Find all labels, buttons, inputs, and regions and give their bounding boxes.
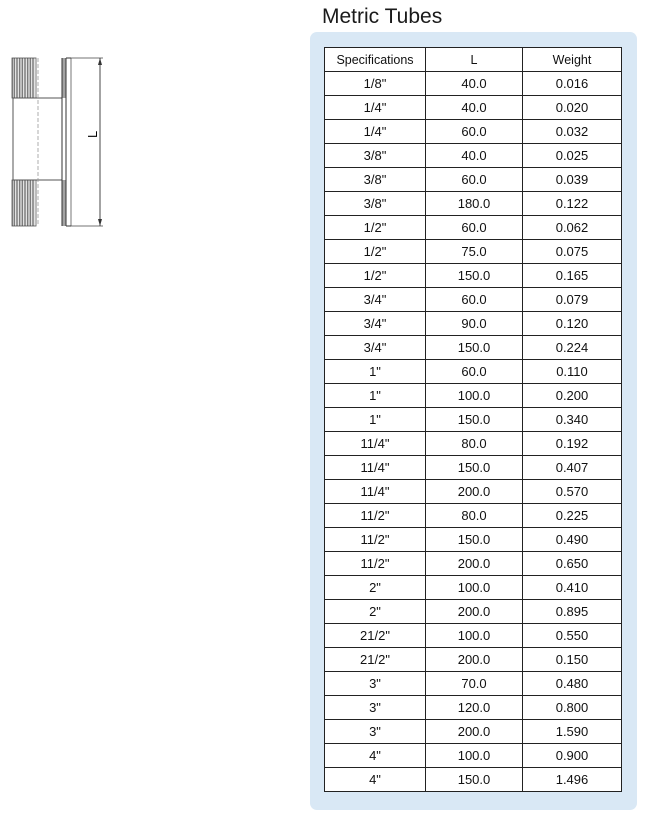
length-cell: 180.0 xyxy=(426,192,523,216)
weight-cell: 0.490 xyxy=(523,528,622,552)
spec-cell: 4" xyxy=(325,744,426,768)
table-row xyxy=(325,360,622,384)
spec-cell: 3" xyxy=(325,720,426,744)
length-cell: 200.0 xyxy=(426,648,523,672)
table-row xyxy=(325,696,622,720)
weight-cell: 0.570 xyxy=(523,480,622,504)
weight-cell: 0.120 xyxy=(523,312,622,336)
spec-cell: 11/4" xyxy=(325,456,426,480)
header-length: L xyxy=(426,48,523,72)
spec-cell: 3/8" xyxy=(325,192,426,216)
weight-cell: 0.079 xyxy=(523,288,622,312)
length-cell: 40.0 xyxy=(426,144,523,168)
table-header-row xyxy=(325,48,622,72)
lower-thread xyxy=(12,180,65,226)
length-cell: 80.0 xyxy=(426,432,523,456)
table-row xyxy=(325,312,622,336)
spec-cell: 2" xyxy=(325,576,426,600)
weight-cell: 0.480 xyxy=(523,672,622,696)
length-cell: 150.0 xyxy=(426,264,523,288)
weight-cell: 0.062 xyxy=(523,216,622,240)
spec-cell: 3/4" xyxy=(325,288,426,312)
table-row xyxy=(325,480,622,504)
length-cell: 60.0 xyxy=(426,288,523,312)
page-title: Metric Tubes xyxy=(322,5,443,28)
length-cell: 150.0 xyxy=(426,336,523,360)
table-row xyxy=(325,216,622,240)
spec-cell: 1/2" xyxy=(325,264,426,288)
spec-cell: 3/8" xyxy=(325,144,426,168)
table-row xyxy=(325,96,622,120)
table-row xyxy=(325,456,622,480)
weight-cell: 0.039 xyxy=(523,168,622,192)
weight-cell: 1.496 xyxy=(523,768,622,792)
spec-cell: 21/2" xyxy=(325,624,426,648)
length-cell: 100.0 xyxy=(426,384,523,408)
weight-cell: 0.895 xyxy=(523,600,622,624)
weight-cell: 0.020 xyxy=(523,96,622,120)
length-cell: 40.0 xyxy=(426,72,523,96)
weight-cell: 0.075 xyxy=(523,240,622,264)
table-row xyxy=(325,576,622,600)
table-row xyxy=(325,120,622,144)
spec-cell: 11/2" xyxy=(325,528,426,552)
table-row xyxy=(325,744,622,768)
table-row xyxy=(325,504,622,528)
length-cell: 150.0 xyxy=(426,408,523,432)
table-row xyxy=(325,624,622,648)
weight-cell: 0.900 xyxy=(523,744,622,768)
spec-cell: 2" xyxy=(325,600,426,624)
table-row xyxy=(325,432,622,456)
table-row xyxy=(325,144,622,168)
metric-tubes-table xyxy=(324,47,622,792)
weight-cell: 0.340 xyxy=(523,408,622,432)
length-cell: 100.0 xyxy=(426,624,523,648)
spec-cell: 3" xyxy=(325,672,426,696)
table-row xyxy=(325,600,622,624)
length-cell: 100.0 xyxy=(426,744,523,768)
upper-thread xyxy=(12,58,65,98)
weight-cell: 0.016 xyxy=(523,72,622,96)
spec-cell: 3" xyxy=(325,696,426,720)
weight-cell: 0.224 xyxy=(523,336,622,360)
length-cell: 75.0 xyxy=(426,240,523,264)
weight-cell: 0.032 xyxy=(523,120,622,144)
table-row xyxy=(325,168,622,192)
length-cell: 150.0 xyxy=(426,456,523,480)
tube-technical-drawing xyxy=(0,50,110,235)
table-row xyxy=(325,240,622,264)
weight-cell: 0.407 xyxy=(523,456,622,480)
weight-cell: 0.150 xyxy=(523,648,622,672)
table-row xyxy=(325,720,622,744)
spec-cell: 3/4" xyxy=(325,336,426,360)
length-cell: 70.0 xyxy=(426,672,523,696)
spec-cell: 11/4" xyxy=(325,432,426,456)
spec-cell: 1/2" xyxy=(325,216,426,240)
spec-cell: 11/4" xyxy=(325,480,426,504)
spec-cell: 11/2" xyxy=(325,552,426,576)
length-cell: 60.0 xyxy=(426,168,523,192)
dimension-label-l: L xyxy=(85,130,100,138)
spec-cell: 11/2" xyxy=(325,504,426,528)
weight-cell: 1.590 xyxy=(523,720,622,744)
table-row xyxy=(325,264,622,288)
table-row xyxy=(325,384,622,408)
weight-cell: 0.800 xyxy=(523,696,622,720)
length-cell: 60.0 xyxy=(426,360,523,384)
length-cell: 60.0 xyxy=(426,120,523,144)
weight-cell: 0.192 xyxy=(523,432,622,456)
header-specifications: Specifications xyxy=(325,48,426,72)
length-cell: 200.0 xyxy=(426,720,523,744)
weight-cell: 0.165 xyxy=(523,264,622,288)
weight-cell: 0.650 xyxy=(523,552,622,576)
table-row xyxy=(325,648,622,672)
table-row xyxy=(325,408,622,432)
spec-cell: 1" xyxy=(325,408,426,432)
length-cell: 40.0 xyxy=(426,96,523,120)
weight-cell: 0.200 xyxy=(523,384,622,408)
spec-cell: 4" xyxy=(325,768,426,792)
length-cell: 200.0 xyxy=(426,480,523,504)
length-cell: 120.0 xyxy=(426,696,523,720)
spec-cell: 1" xyxy=(325,384,426,408)
weight-cell: 0.225 xyxy=(523,504,622,528)
weight-cell: 0.110 xyxy=(523,360,622,384)
length-cell: 60.0 xyxy=(426,216,523,240)
spec-cell: 1/8" xyxy=(325,72,426,96)
length-cell: 100.0 xyxy=(426,576,523,600)
spec-cell: 1/4" xyxy=(325,120,426,144)
table-row xyxy=(325,288,622,312)
length-cell: 200.0 xyxy=(426,600,523,624)
weight-cell: 0.122 xyxy=(523,192,622,216)
table-row xyxy=(325,72,622,96)
weight-cell: 0.025 xyxy=(523,144,622,168)
length-cell: 80.0 xyxy=(426,504,523,528)
length-cell: 150.0 xyxy=(426,768,523,792)
table-row xyxy=(325,528,622,552)
header-weight: Weight xyxy=(523,48,622,72)
spec-cell: 3/4" xyxy=(325,312,426,336)
spec-cell: 1" xyxy=(325,360,426,384)
length-cell: 150.0 xyxy=(426,528,523,552)
table-row xyxy=(325,192,622,216)
table-row xyxy=(325,336,622,360)
weight-cell: 0.410 xyxy=(523,576,622,600)
weight-cell: 0.550 xyxy=(523,624,622,648)
length-cell: 90.0 xyxy=(426,312,523,336)
spec-cell: 21/2" xyxy=(325,648,426,672)
table-row xyxy=(325,768,622,792)
spec-cell: 1/2" xyxy=(325,240,426,264)
spec-cell: 1/4" xyxy=(325,96,426,120)
spec-cell: 3/8" xyxy=(325,168,426,192)
length-cell: 200.0 xyxy=(426,552,523,576)
table-row xyxy=(325,672,622,696)
table-row xyxy=(325,552,622,576)
